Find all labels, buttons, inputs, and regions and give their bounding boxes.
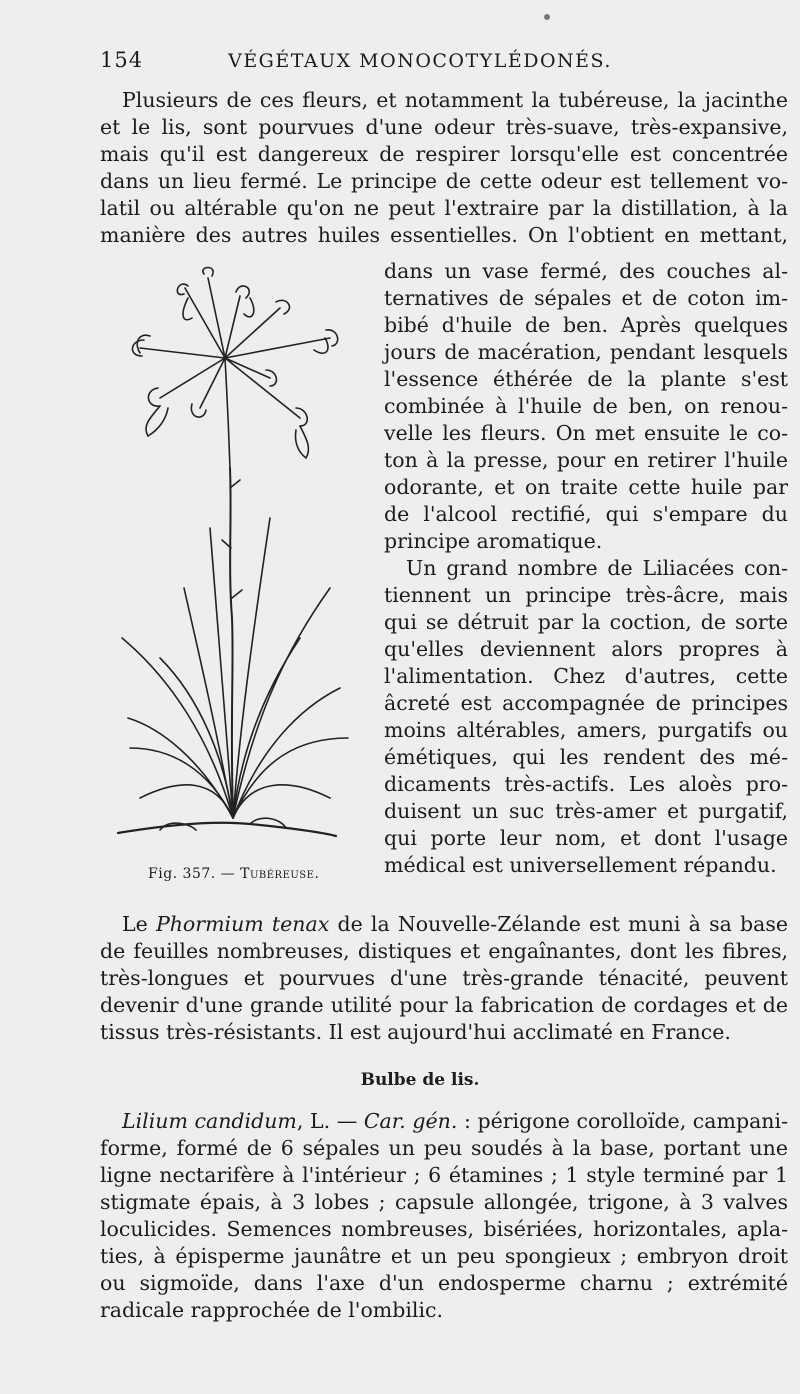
author-abbrev: , L. — [296,1109,364,1133]
figure-title: Tubéreuse. [240,866,320,882]
characters-label: Car. gén. [363,1109,458,1133]
running-title: VÉGÉTAUX MONOCOTYLÉDONÉS. [228,50,612,72]
figure-caption [148,866,319,882]
ink-speck [544,14,550,20]
tuberose-illustration [100,258,382,858]
species-name: Phormium tenax [155,912,330,936]
paragraph-1-continued: dans un vase fermé, des couches alternatives de sépales et de coton imbibé d'huile de ben. Après quelques jours de macération, pendant lesquels l'essence éthérée de la plante s'est combinée à l'huile de ben, on renouvelle les fleurs. On met ensuite le coton à la presse, pour en retirer l'huile odorante, et on traite cette huile par de l'alcool rectifié, qui s'empare du principe aromatique. [384,259,788,553]
text-line: mais qu'il est dangereux de respirer lorsqu'elle est concentrée [100,142,788,166]
paragraph-3 [100,911,788,1046]
figure-number: Fig. 357. [148,866,216,882]
paragraph-2: Un grand nombre de Liliacées contiennent un principe très-âcre, mais qui se détruit par la coction, de sorte qu'elles deviennent alors propres à l'alimentation. Chez d'autres, cette âcreté est accompagnée de principes moins altérables, amers, purgatifs ou émétiques, qui les rendent des médicaments très-actifs. Les aloès produisent un suc très-amer et purgatif, qui porte leur nom, et dont l'usage médical est universellement répandu. [384,556,788,877]
text-line: manière des autres huiles essentielles. On l'obtient en mettant, [100,223,788,247]
para4-text: : périgone corolloïde, campaniforme, formé de 6 sépales un peu soudés à la base, portant une ligne nectarifère à l'intérieur ; 6 étamines ; 1 style terminé par 1 stigmate épais, à 3 lobes ; capsule allongée, trigone, à 3 valves loculicides. Semences nombreuses, bisériées, horizontales, aplaties, à épisperme jaunâtre et un peu spongieux ; embryon droit ou sigmoïde, dans l'axe d'un endosperme charnu ; extrémité radicale rapprochée de l'ombilic. [100,1109,788,1322]
text-line: latil ou altérable qu'on ne peut l'extraire par la distillation, à la [100,196,788,220]
section-heading: Bulbe de lis. [360,1070,480,1090]
paragraph-1 [100,87,788,249]
text-beside-figure [384,258,788,879]
species-name: Lilium candidum [122,1109,297,1133]
para3-text: de la Nouvelle-Zélande est muni à sa base de feuilles nombreuses, distiques et engaînantes, dont les fibres, très-longues et pourvues d'une très-grande ténacité, peuvent devenir d'une grande utilité pour la fabrication de cordages et de tissus très-résistants. Il est aujourd'hui acclimaté en France. [100,912,788,1044]
para3-lead: Le [122,912,156,936]
text-line: et le lis, sont pourvues d'une odeur très-suave, très-expansive, [100,115,788,139]
page-number: 154 [100,48,144,72]
figure-tuberose [100,258,382,886]
paragraph-4 [100,1108,788,1324]
caption-dash: — [215,866,241,882]
text-line: Plusieurs de ces fleurs, et notamment la tubéreuse, la jacinthe [122,88,788,112]
text-line: dans un lieu fermé. Le principe de cette odeur est tellement vo- [100,169,788,193]
